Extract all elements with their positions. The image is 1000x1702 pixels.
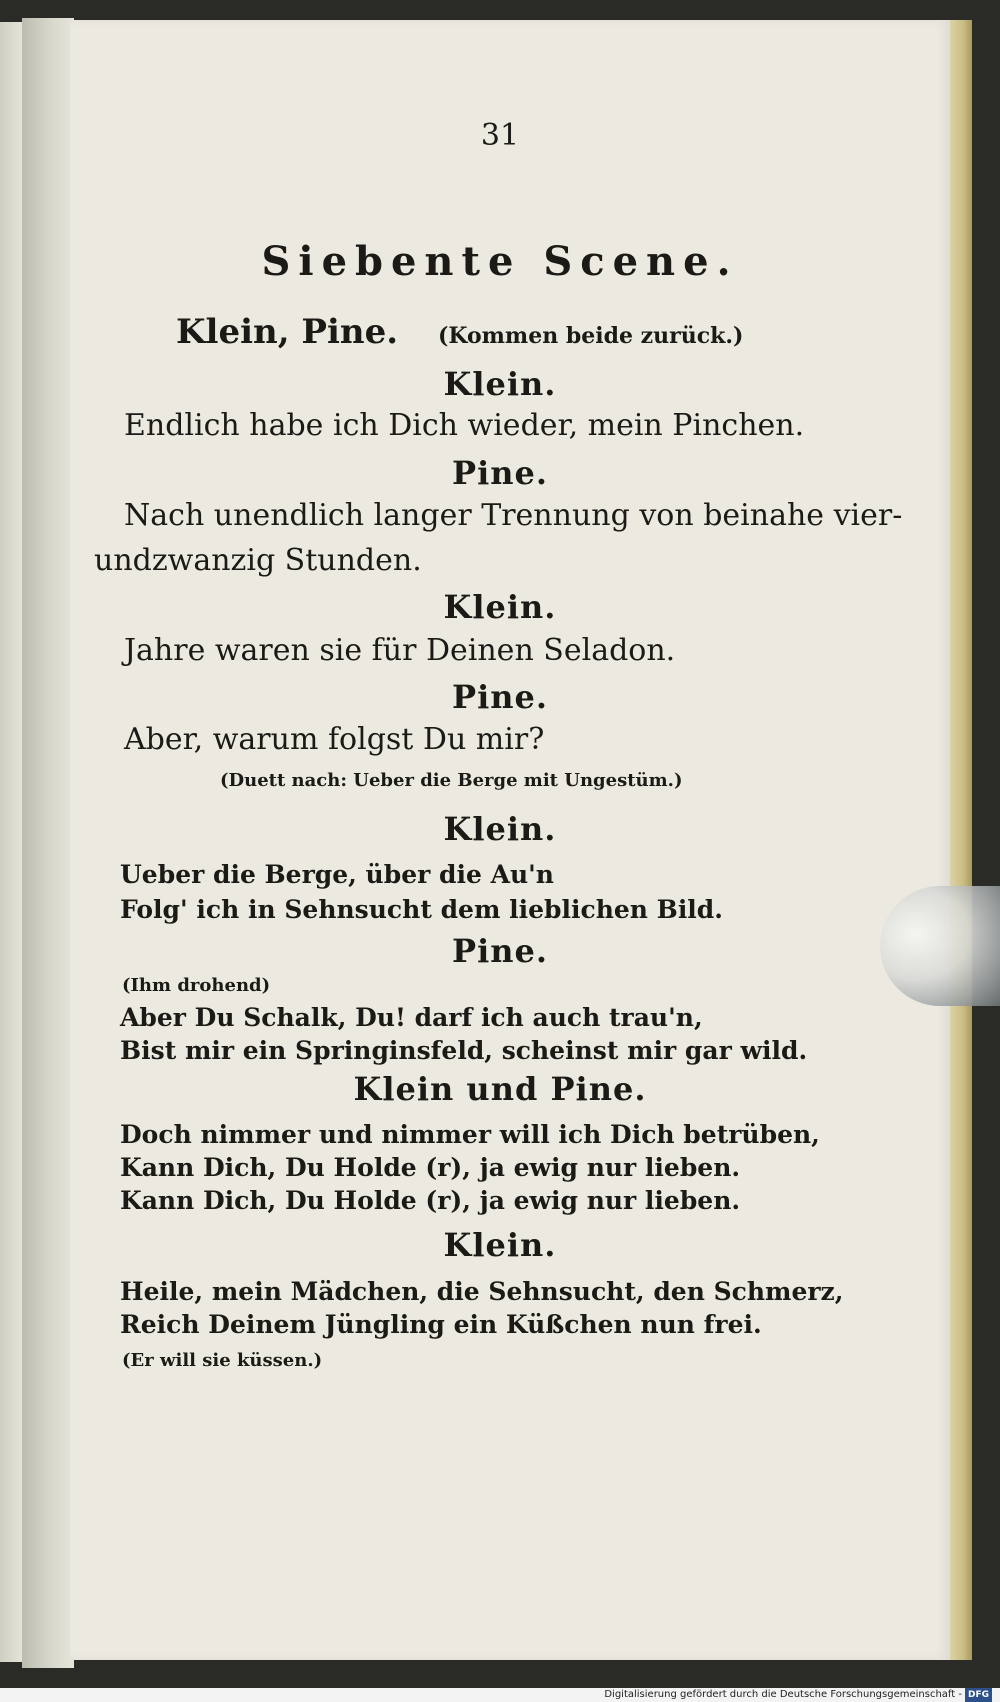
verse-line: Bist mir ein Springinsfeld, scheinst mir gar wild. (120, 1036, 808, 1065)
dfg-logo: DFG (965, 1688, 992, 1702)
verse-line: Heile, mein Mädchen, die Sehnsucht, den Schmerz, (120, 1277, 844, 1306)
verse-line: Kann Dich, Du Holde (r), ja ewig nur lieben. (120, 1153, 741, 1182)
speaker-label: Klein. (443, 810, 557, 848)
verse-line: Folg' ich in Sehnsucht dem lieblichen Bild. (120, 895, 723, 924)
characters-note: (Kommen beide zurück.) (437, 323, 744, 349)
speaker-label: Klein. (443, 588, 557, 626)
characters-line (176, 312, 1000, 352)
speaker-label: Klein. (443, 365, 557, 403)
verse-line: Doch nimmer und nimmer will ich Dich betrüben, (120, 1120, 820, 1149)
scene-title: Siebente Scene. (261, 238, 739, 285)
speaker-label: Klein und Pine. (353, 1070, 647, 1108)
dialogue-line: Nach unendlich langer Trennung von beinahe vier- (124, 498, 903, 533)
speaker-label: Pine. (452, 678, 548, 716)
dialogue-line: Jahre waren sie für Deinen Seladon. (124, 633, 676, 668)
stage-direction: (Duett nach: Ueber die Berge mit Ungestüm.) (220, 770, 683, 791)
verse-line: Reich Deinem Jüngling ein Küßchen nun frei. (120, 1310, 762, 1339)
speaker-label: Pine. (452, 454, 548, 492)
footer-credit-text: Digitalisierung gefördert durch die Deutsche Forschungsgemeinschaft - (604, 1689, 962, 1700)
speaker-label: Klein. (443, 1226, 557, 1264)
verse-line: Kann Dich, Du Holde (r), ja ewig nur lieben. (120, 1186, 741, 1215)
verse-line: Aber Du Schalk, Du! darf ich auch trau'n, (120, 1003, 703, 1032)
dialogue-line: Aber, warum folgst Du mir? (124, 722, 545, 757)
verse-line: Ueber die Berge, über die Au'n (120, 860, 554, 889)
speaker-label: Pine. (452, 932, 548, 970)
dialogue-line: undzwanzig Stunden. (94, 543, 422, 578)
stage-direction: (Ihm drohend) (122, 975, 271, 996)
footer-credit (604, 1688, 992, 1702)
stage-direction: (Er will sie küssen.) (122, 1350, 323, 1371)
dialogue-line: Endlich habe ich Dich wieder, mein Pinchen. (124, 408, 805, 443)
characters: Klein, Pine. (176, 312, 399, 352)
page-number: 31 (480, 118, 520, 153)
